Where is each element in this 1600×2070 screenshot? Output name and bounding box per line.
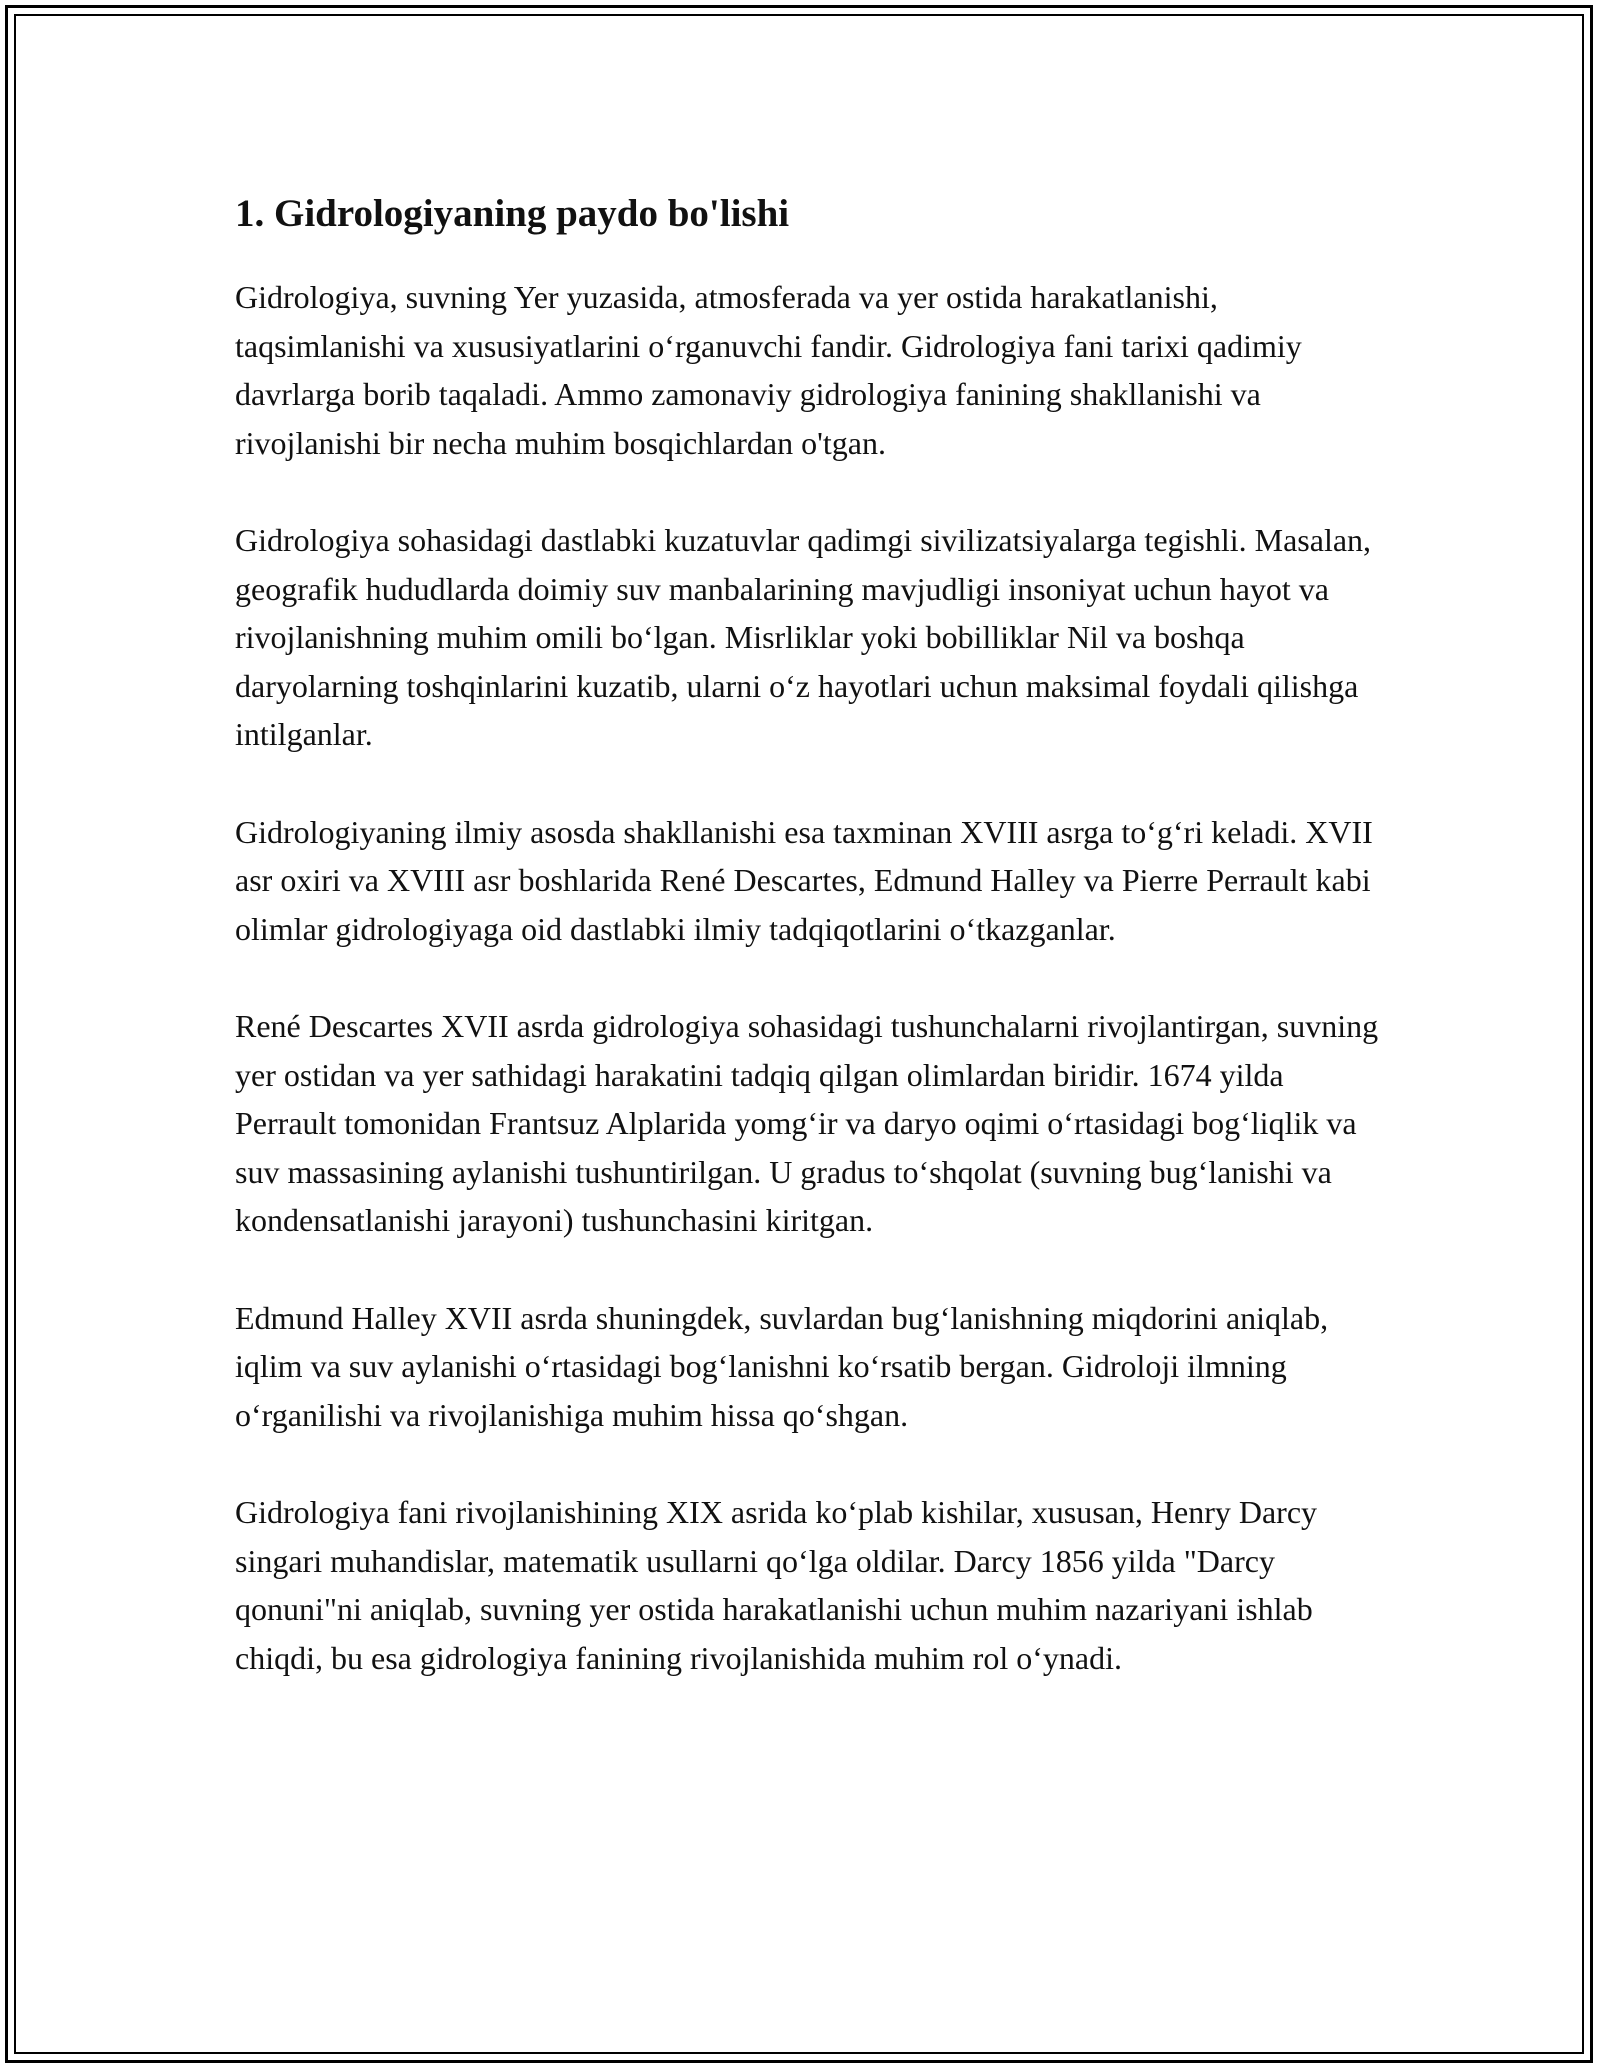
paragraph-2: Gidrologiya sohasidagi dastlabki kuzatuvlar qadimgi sivilizatsiyalarga tegishli. Masalan, geografik hududlarda doimiy suv manbalarining mavjudligi insoniyat uchun hayot va rivojlanishning muhim omili bo‘lgan. Misrliklar yoki bobilliklar Nil va boshqa daryolarning toshqinlarini kuzatib, ularni o‘z hayotlari uchun maksimal foydali qilishga intilganlar. — [235, 522, 1372, 752]
paragraph-3: Gidrologiyaning ilmiy asosda shakllanishi esa taxminan XVIII asrga to‘g‘ri keladi. XVII asr oxiri va XVIII asr boshlarida René Descartes, Edmund Halley va Pierre Perrault kabi olimlar gidrologiyaga oid dastlabki ilmiy tadqiqotlarini o‘tkazganlar. — [235, 813, 1373, 947]
document-body — [235, 185, 1385, 1731]
paragraph-1: Gidrologiya, suvning Yer yuzasida, atmosferada va yer ostida harakatlanishi, taqsimlanishi va xususiyatlarini o‘rganuvchi fandir. Gidrologiya fani tarixi qadimiy davrlarga borib taqaladi. Ammo zamonaviy gidrologiya fanining shakllanishi va rivojlanishi bir necha muhim bosqichlardan o'tgan. — [235, 279, 1302, 461]
section-heading: 1. Gidrologiyaning paydo bo'lishi — [235, 192, 790, 235]
paragraph-5: Edmund Halley XVII asrda shuningdek, suvlardan bug‘lanishning miqdorini aniqlab, iqlim va suv aylanishi o‘rtasidagi bog‘lanishni ko‘rsatib bergan. Gidroloji ilmning o‘rganilishi va rivojlanishiga muhim hissa qo‘shgan. — [235, 1299, 1329, 1433]
paragraph-6: Gidrologiya fani rivojlanishining XIX asrida ko‘plab kishilar, xususan, Henry Darcy singari muhandislar, matematik usullarni qo‘lga oldilar. Darcy 1856 yilda "Darcy qonuni"ni aniqlab, suvning yer ostida harakatlanishi uchun muhim nazariyani ishlab chiqdi, bu esa gidrologiya fanining rivojlanishida muhim rol o‘ynadi. — [235, 1494, 1318, 1676]
paragraph-4: René Descartes XVII asrda gidrologiya sohasidagi tushunchalarni rivojlantirgan, suvning yer ostidan va yer sathidagi harakatini tadqiq qilgan olimlardan biridir. 1674 yilda Perrault tomonidan Frantsuz Alplarida yomg‘ir va daryo oqimi o‘rtasidagi bog‘liqlik va suv massasining aylanishi tushuntirilgan. U gradus to‘shqolat (suvning bug‘lanishi va kondensatlanishi jarayoni) tushunchasini kiritgan. — [235, 1008, 1379, 1238]
